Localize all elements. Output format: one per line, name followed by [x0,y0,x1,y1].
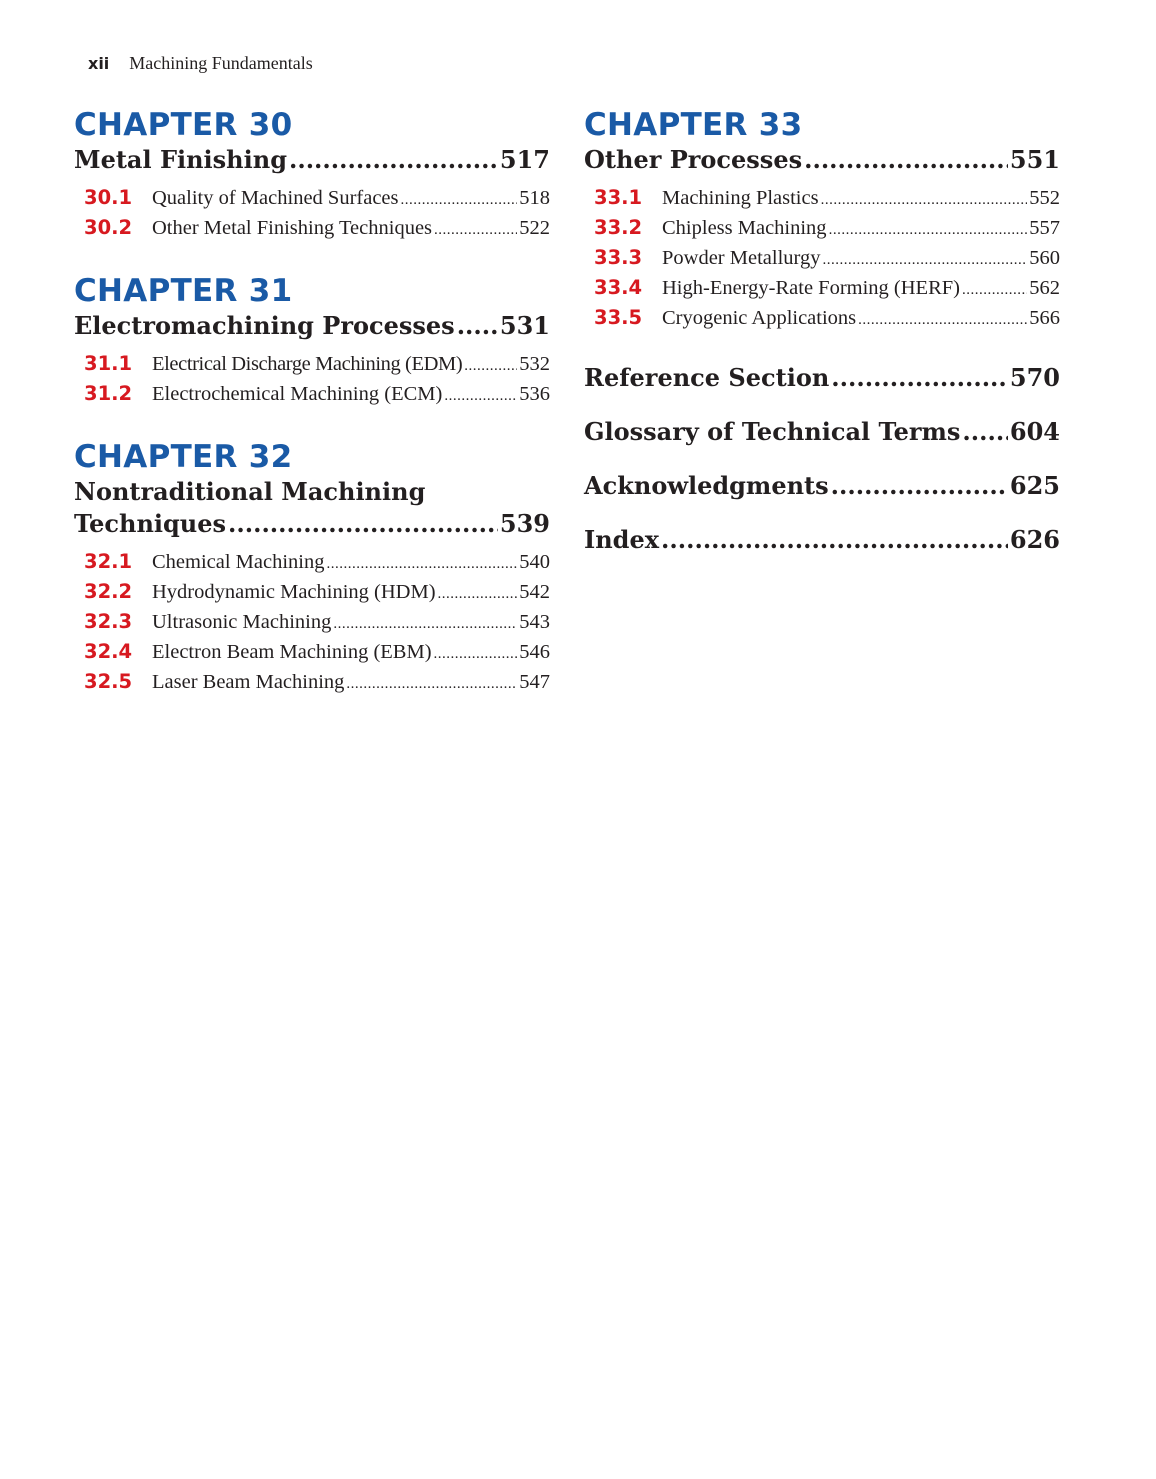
section-number: 33.4 [594,276,643,299]
section-page: 522 [519,217,550,239]
section-number: 30.2 [84,216,133,239]
backmatter-title: Index [584,525,660,554]
dot-leader [829,222,1028,239]
section-title: Powder Metallurgy [662,247,821,269]
section-entry[interactable] [74,216,550,246]
section-title: Other Metal Finishing Techniques [152,217,433,239]
dot-leader [457,310,498,342]
section-entry[interactable] [74,550,550,580]
section-number: 32.5 [84,670,133,693]
dot-leader [464,358,517,375]
section-title: Machining Plastics [662,187,819,209]
chapter-label: CHAPTER 31 [74,273,293,309]
section-page: 566 [1029,307,1060,329]
dot-leader [438,586,518,603]
section-page: 546 [519,641,550,663]
section-list [74,352,550,412]
section-entry[interactable] [584,216,1060,246]
dot-leader [804,144,1008,176]
chapter-label: CHAPTER 32 [74,439,293,475]
section-number: 33.2 [594,216,643,239]
backmatter-page: 604 [1009,417,1060,446]
chapter-title-entry[interactable] [74,508,550,540]
section-entry[interactable] [584,246,1060,276]
section-title: Ultrasonic Machining [152,611,332,633]
chapter-30 [74,106,550,246]
dot-leader [346,676,517,693]
backmatter-page: 570 [1009,363,1060,392]
section-page: 547 [519,671,550,693]
backmatter-entry[interactable] [584,470,1060,502]
chapter-title[interactable]: Nontraditional Machining [74,477,426,506]
chapter-label: CHAPTER 33 [584,107,803,143]
section-entry[interactable] [74,352,550,382]
section-list [74,186,550,246]
section-entry[interactable] [74,382,550,412]
backmatter-entry[interactable] [584,362,1060,394]
section-entry[interactable] [74,186,550,216]
section-list [74,550,550,700]
dot-leader [821,192,1028,209]
chapter-title-continued: Techniques [74,509,227,538]
section-title: Electrochemical Machining (ECM) [152,383,443,405]
section-page: 532 [519,353,550,375]
dot-leader [661,524,1008,556]
section-number: 30.1 [84,186,133,209]
section-title: Chemical Machining [152,551,325,573]
section-page: 542 [519,581,550,603]
chapter-title-entry[interactable] [74,310,550,342]
section-number: 32.4 [84,640,133,663]
chapter-page: 531 [499,311,550,340]
toc-left-column [74,106,550,726]
section-title: Cryogenic Applications [662,307,857,329]
section-page: 543 [519,611,550,633]
section-title: Hydrodynamic Machining (HDM) [152,581,436,603]
section-page: 540 [519,551,550,573]
section-page: 518 [519,187,550,209]
section-title: Electron Beam Machining (EBM) [152,641,432,663]
section-page: 552 [1029,187,1060,209]
section-title: High-Energy-Rate Forming (HERF) [662,277,960,299]
section-page: 560 [1029,247,1060,269]
chapter-33 [584,106,1060,336]
section-number: 33.5 [594,306,643,329]
section-number: 31.1 [84,352,133,375]
dot-leader [333,616,517,633]
section-entry[interactable] [74,610,550,640]
dot-leader [327,556,518,573]
dot-leader [831,362,1008,394]
dot-leader [434,646,518,663]
section-title: Electrical Discharge Machining (EDM) [152,353,463,375]
section-title: Quality of Machined Surfaces [152,187,399,209]
chapter-title: Electromachining Processes [74,311,455,340]
chapter-title: Metal Finishing [74,145,287,174]
section-page: 557 [1029,217,1060,239]
running-head [88,53,313,74]
chapter-page: 539 [499,509,550,538]
section-entry[interactable] [584,186,1060,216]
chapter-page: 551 [1009,145,1060,174]
section-title: Laser Beam Machining [152,671,345,693]
section-number: 31.2 [84,382,133,405]
chapter-label: CHAPTER 30 [74,107,293,143]
dot-leader [962,416,1007,448]
backmatter-page: 626 [1009,525,1060,554]
chapter-32 [74,438,550,700]
section-number: 33.3 [594,246,643,269]
chapter-page: 517 [499,145,550,174]
backmatter-list [584,362,1060,556]
section-entry[interactable] [74,670,550,700]
dot-leader [858,312,1027,329]
dot-leader [962,282,1027,299]
dot-leader [444,388,517,405]
backmatter-entry[interactable] [584,416,1060,448]
backmatter-entry[interactable] [584,524,1060,556]
toc-right-column [584,106,1060,578]
section-number: 32.1 [84,550,133,573]
backmatter-page: 625 [1009,471,1060,500]
backmatter-title: Glossary of Technical Terms [584,417,961,446]
dot-leader [434,222,517,239]
book-title: Machining Fundamentals [129,53,313,73]
section-title: Chipless Machining [662,217,827,239]
chapter-31 [74,272,550,412]
dot-leader [289,144,498,176]
section-page: 562 [1029,277,1060,299]
dot-leader [401,192,518,209]
section-entry[interactable] [74,640,550,670]
backmatter-title: Reference Section [584,363,830,392]
section-list [584,186,1060,336]
dot-leader [831,470,1008,502]
page-folio: xii [88,54,110,73]
dot-leader [822,252,1027,269]
section-entry[interactable] [74,580,550,610]
backmatter-title: Acknowledgments [584,471,829,500]
section-page: 536 [519,383,550,405]
dot-leader [228,508,498,540]
section-number: 32.2 [84,580,133,603]
section-entry[interactable] [584,306,1060,336]
chapter-title-entry[interactable] [74,144,550,176]
section-entry[interactable] [584,276,1060,306]
chapter-title-entry[interactable] [584,144,1060,176]
section-number: 33.1 [594,186,643,209]
section-number: 32.3 [84,610,133,633]
chapter-title: Other Processes [584,145,803,174]
